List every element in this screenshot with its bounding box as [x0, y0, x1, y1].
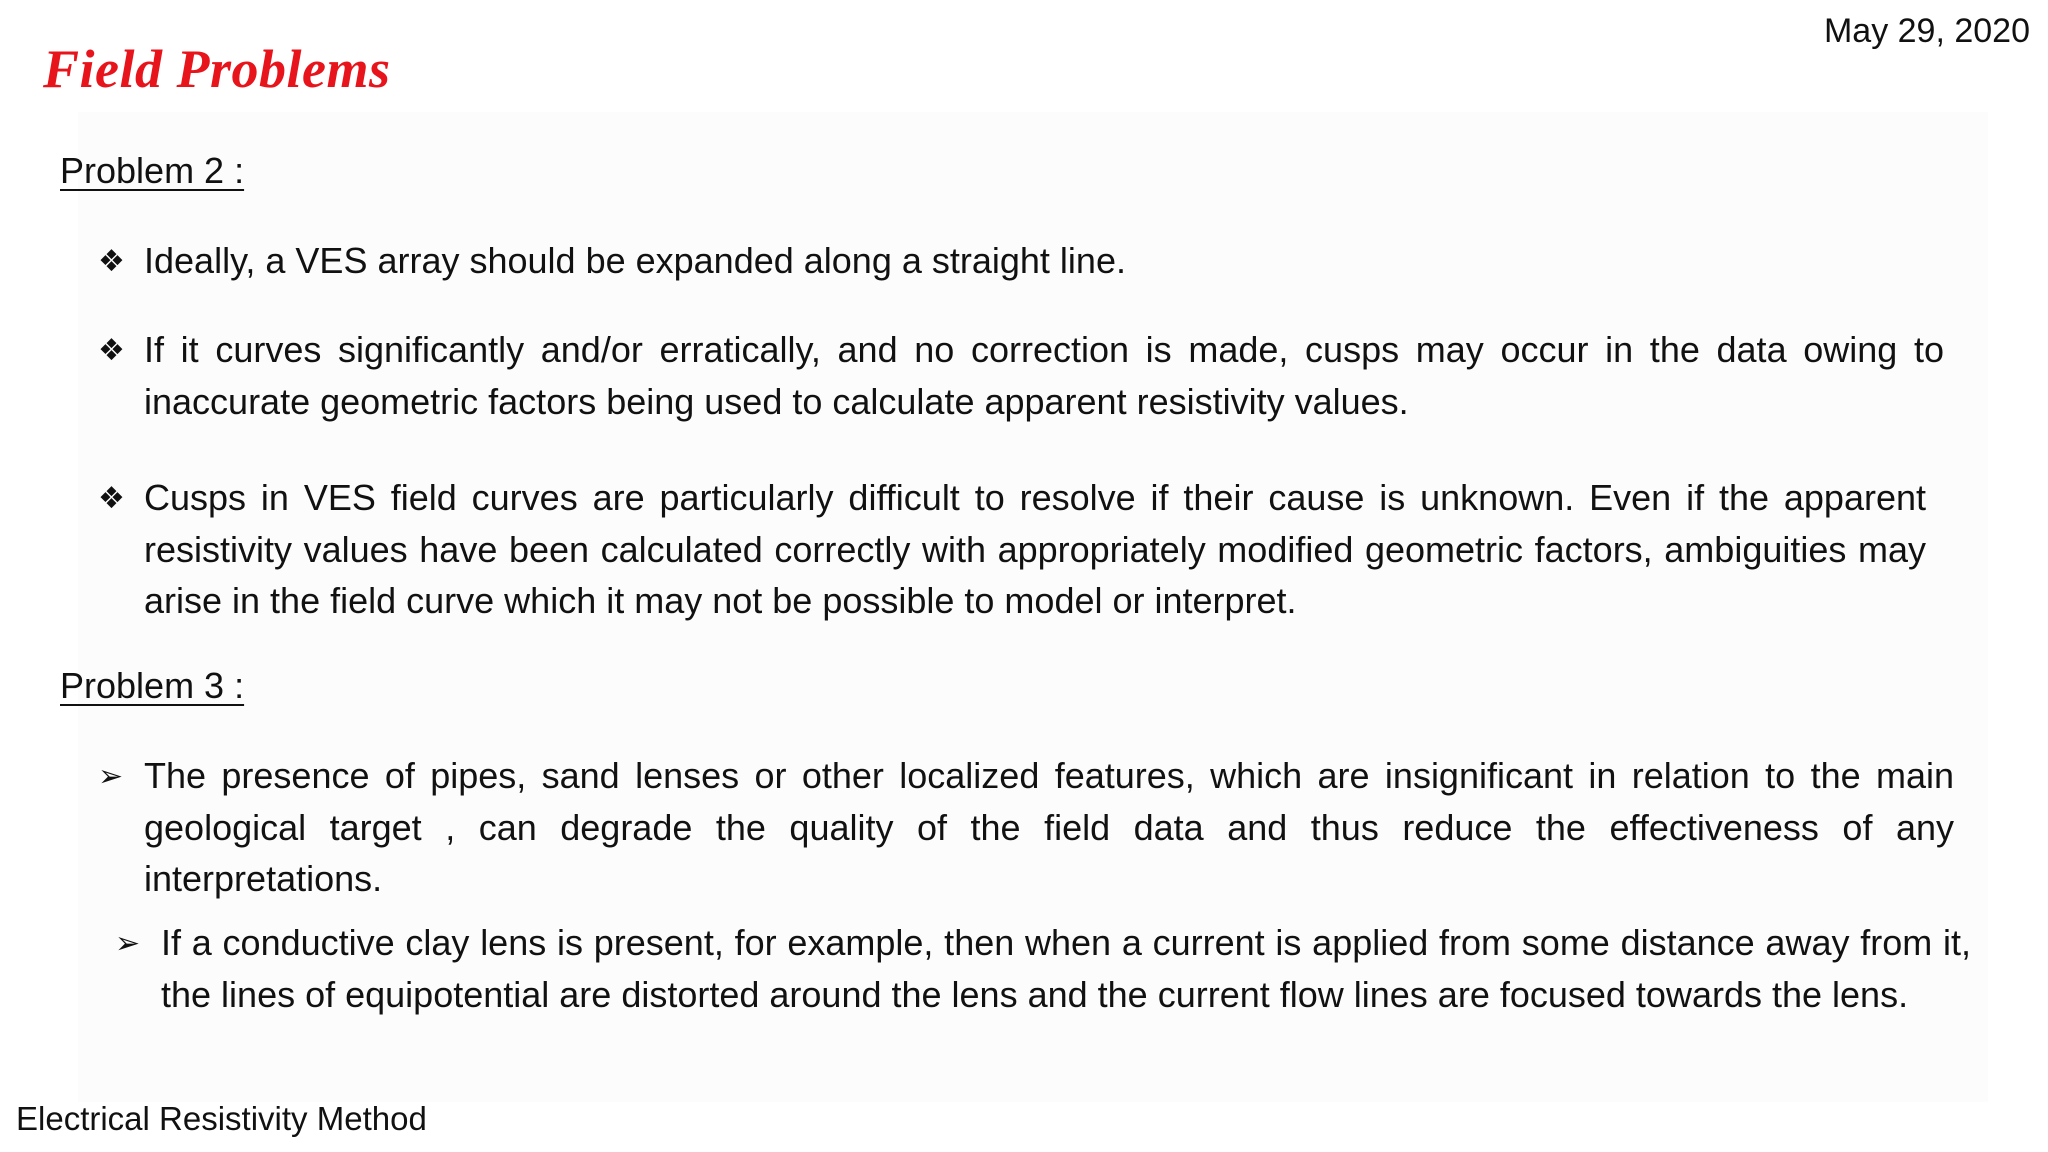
footer-text: Electrical Resistivity Method — [16, 1100, 427, 1137]
diamond-bullet-icon: ❖ — [98, 481, 125, 516]
bullet-text: The presence of pipes, sand lenses or other localized features, which are insignificant in relation to the main geological target , can degrade the quality of the field data and thus reduce the effectiveness of any interpretations. — [144, 755, 1954, 899]
section-heading-problem-3: Problem 3 : — [60, 665, 245, 706]
diamond-bullet-icon: ❖ — [98, 333, 125, 368]
slide-title: Field Problems — [43, 39, 391, 99]
bullet-text: If a conductive clay lens is present, for example, then when a current is applied from some distance away from it, the lines of equipotential are distorted around the lens and the current flow lines are focused towards the lens. — [161, 922, 1971, 1015]
bullet-item — [98, 750, 1954, 904]
bullet-item — [115, 917, 1971, 1020]
diamond-bullet-icon: ❖ — [98, 244, 125, 279]
arrow-bullet-icon: ➢ — [115, 926, 141, 961]
arrow-bullet-icon: ➢ — [98, 759, 124, 794]
bullet-text: If it curves significantly and/or erratically, and no correction is made, cusps may occur in the data owing to inaccurate geometric factors being used to calculate apparent resistivity values. — [144, 329, 1944, 422]
bullet-item — [98, 324, 1944, 427]
bullet-item — [98, 472, 1926, 626]
bullet-text: Cusps in VES field curves are particularly difficult to resolve if their cause is unknown. Even if the apparent resistivity values have been calculated correctly with appropriately modified geometric factors, ambiguities may arise in the field curve which it may not be possible to model or interpret. — [144, 477, 1926, 621]
bullet-text: Ideally, a VES array should be expanded along a straight line. — [144, 240, 1126, 281]
slide-date: May 29, 2020 — [1823, 12, 2030, 50]
section-heading-problem-2: Problem 2 : — [60, 150, 245, 191]
bullet-item — [98, 235, 1944, 287]
